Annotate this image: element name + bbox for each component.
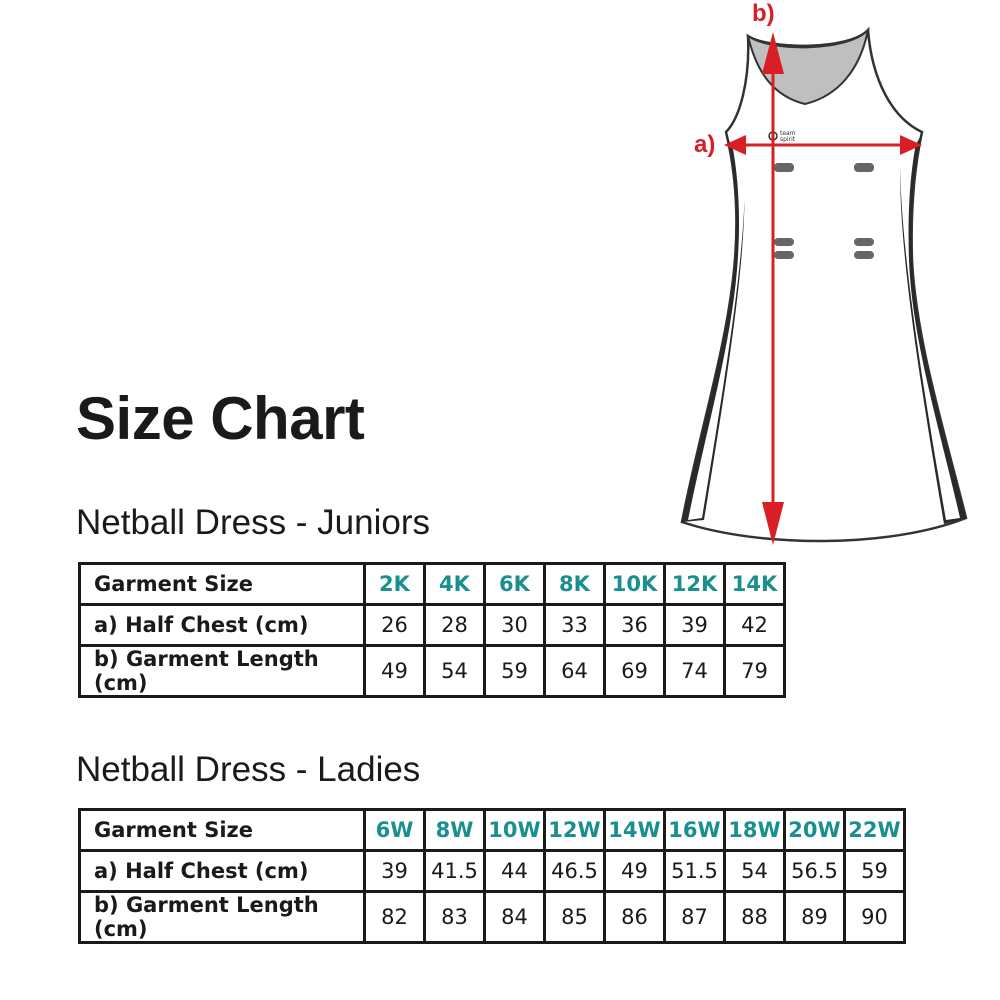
table-cell: 56.5	[785, 851, 845, 892]
dress-outline	[682, 30, 966, 541]
row-label: b) Garment Length (cm)	[80, 646, 365, 697]
row-label: a) Half Chest (cm)	[80, 605, 365, 646]
svg-text:team: team	[780, 130, 796, 137]
table-cell: 30	[485, 605, 545, 646]
table-cell: 84	[485, 892, 545, 943]
table-cell: 86	[605, 892, 665, 943]
table-cell: 89	[785, 892, 845, 943]
bib-tab	[854, 163, 874, 172]
table-cell: 36	[605, 605, 665, 646]
size-header: 10W	[485, 810, 545, 851]
dress-diagram	[660, 0, 990, 560]
table-cell: 74	[665, 646, 725, 697]
table-cell: 33	[545, 605, 605, 646]
size-header: 8K	[545, 564, 605, 605]
size-header: 6W	[365, 810, 425, 851]
length-label: b)	[752, 0, 775, 27]
table-cell: 42	[725, 605, 785, 646]
size-header: 20W	[785, 810, 845, 851]
table-row	[80, 851, 905, 892]
size-header: 6K	[485, 564, 545, 605]
bib-tab	[774, 238, 794, 246]
table-cell: 39	[665, 605, 725, 646]
table-row	[80, 646, 785, 697]
table-cell: 90	[845, 892, 905, 943]
size-header: 14W	[605, 810, 665, 851]
table-cell: 41.5	[425, 851, 485, 892]
juniors-heading: Netball Dress - Juniors	[76, 503, 430, 542]
table-cell: 88	[725, 892, 785, 943]
size-header: 10K	[605, 564, 665, 605]
table-cell: 59	[485, 646, 545, 697]
table-cell: 54	[725, 851, 785, 892]
row-label: Garment Size	[80, 564, 365, 605]
bib-tab	[854, 251, 874, 259]
table-cell: 83	[425, 892, 485, 943]
row-label: b) Garment Length (cm)	[80, 892, 365, 943]
chest-label: a)	[694, 131, 716, 158]
row-label: a) Half Chest (cm)	[80, 851, 365, 892]
svg-text:spirit: spirit	[780, 136, 796, 143]
table-row	[80, 810, 905, 851]
row-label: Garment Size	[80, 810, 365, 851]
table-cell: 44	[485, 851, 545, 892]
table-cell: 59	[845, 851, 905, 892]
size-header: 2K	[365, 564, 425, 605]
table-cell: 26	[365, 605, 425, 646]
table-cell: 39	[365, 851, 425, 892]
table-cell: 64	[545, 646, 605, 697]
size-header: 4K	[425, 564, 485, 605]
table-cell: 28	[425, 605, 485, 646]
bib-tab	[854, 238, 874, 246]
size-header: 12K	[665, 564, 725, 605]
table-cell: 49	[605, 851, 665, 892]
table-row	[80, 892, 905, 943]
table-cell: 69	[605, 646, 665, 697]
table-cell: 79	[725, 646, 785, 697]
table-cell: 54	[425, 646, 485, 697]
table-cell: 87	[665, 892, 725, 943]
juniors-size-table	[78, 562, 786, 698]
table-cell: 49	[365, 646, 425, 697]
size-header: 18W	[725, 810, 785, 851]
ladies-size-table	[78, 808, 906, 944]
size-header: 8W	[425, 810, 485, 851]
table-row	[80, 564, 785, 605]
table-row	[80, 605, 785, 646]
size-header: 22W	[845, 810, 905, 851]
page-title: Size Chart	[76, 385, 365, 452]
table-cell: 82	[365, 892, 425, 943]
size-header: 14K	[725, 564, 785, 605]
bib-tab	[774, 251, 794, 259]
ladies-heading: Netball Dress - Ladies	[76, 750, 421, 789]
table-cell: 85	[545, 892, 605, 943]
bib-tab	[774, 163, 794, 172]
table-cell: 51.5	[665, 851, 725, 892]
size-header: 16W	[665, 810, 725, 851]
size-header: 12W	[545, 810, 605, 851]
table-cell: 46.5	[545, 851, 605, 892]
